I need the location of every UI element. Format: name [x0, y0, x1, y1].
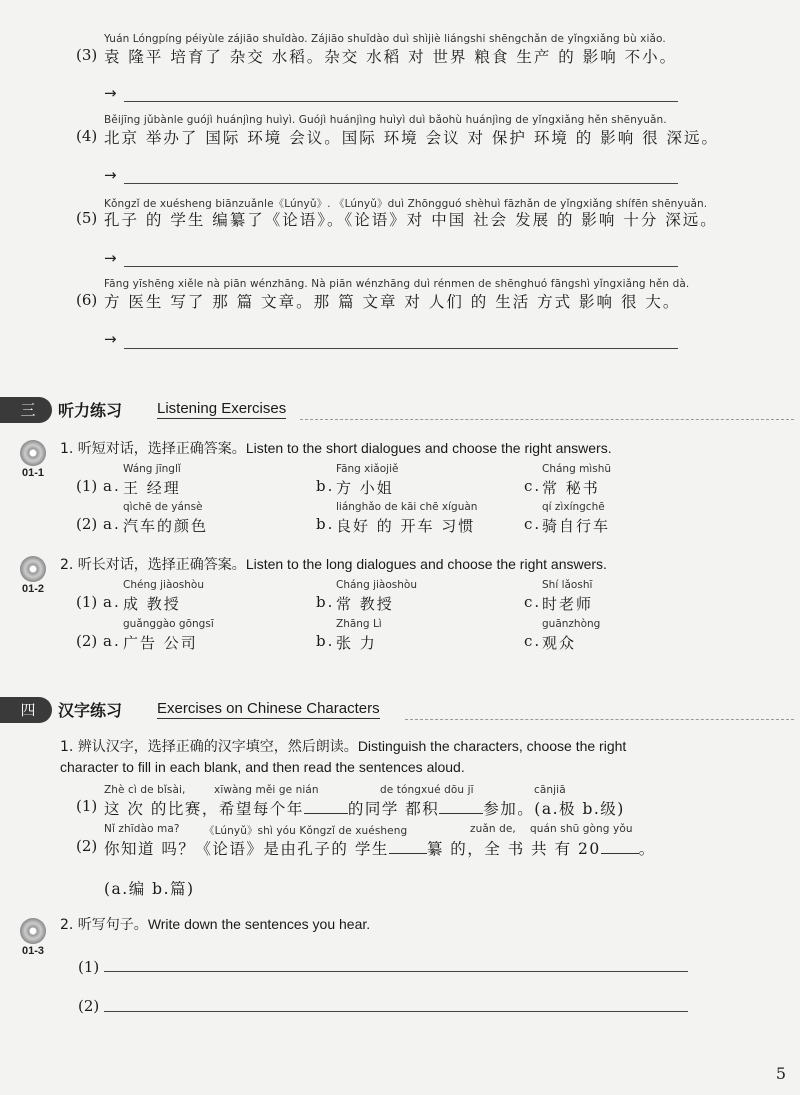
option-letter: b.	[316, 477, 335, 495]
option-pinyin: Cháng mìshū	[542, 463, 612, 475]
arrow-icon: →	[104, 330, 117, 348]
sentence-text	[104, 837, 656, 859]
question-instruction-en: Write down the sentences you hear.	[147, 916, 371, 932]
item-number: (2)	[76, 515, 98, 533]
dictation-number: (1)	[78, 958, 100, 976]
option-c[interactable]: 时老师	[542, 595, 594, 613]
option-pinyin: qí zìxíngchē	[542, 501, 605, 513]
arrow-icon: →	[104, 166, 117, 184]
pinyin-segment: quán shū gòng yǒu	[530, 823, 633, 835]
option-pinyin: qìchē de yánsè	[123, 501, 203, 513]
item-number: (1)	[76, 593, 98, 611]
blank-field[interactable]	[439, 799, 483, 814]
sentence-segment: 参加。(a.极 b.级)	[483, 800, 625, 818]
blank-field[interactable]	[601, 839, 639, 854]
section-number-tab: 四	[0, 697, 52, 723]
blank-field[interactable]	[389, 839, 427, 854]
item-number: (1)	[76, 797, 98, 815]
option-b[interactable]: 方 小姐	[336, 479, 394, 497]
sentence-segment: 。	[638, 840, 656, 858]
section-divider	[405, 719, 794, 720]
question-instruction-en: Distinguish the characters, choose the right	[357, 738, 627, 754]
question-instruction	[60, 438, 612, 458]
sentence-segment: 你知道 吗？《论语》是由孔子的 学生	[104, 840, 389, 858]
audio-cd-icon[interactable]	[20, 440, 46, 466]
item-number: (3)	[76, 46, 98, 64]
arrow-icon: →	[104, 249, 117, 267]
section-title-cn: 汉字练习	[58, 701, 123, 720]
option-c[interactable]: 观众	[542, 634, 577, 652]
option-letter: b.	[316, 632, 335, 650]
item-number: (4)	[76, 127, 98, 145]
chinese-sentence: 孔子 的 学生 编纂了《论语》。《论语》对 中国 社会 发展 的 影响 十分 深远。	[104, 211, 718, 229]
question-instruction-en: Listen to the long dialogues and choose the right answers.	[245, 556, 607, 572]
option-pinyin: Shí lǎoshī	[542, 579, 593, 591]
pinyin-line: Běijīng jǔbànle guójì huánjìng huìyì. Guójì huánjìng huìyì duì bǎohù huánjìng de yǐngxiǎng hěn shēnyuǎn.	[104, 114, 667, 126]
option-letter: a.	[103, 515, 121, 533]
section-title-en: Listening Exercises	[157, 400, 287, 417]
option-a[interactable]: 广告 公司	[123, 634, 198, 652]
option-c[interactable]: 骑自行车	[542, 517, 611, 535]
audio-cd-icon[interactable]	[20, 556, 46, 582]
pinyin-segment: Nǐ zhīdào ma?	[104, 823, 180, 835]
option-letter: c.	[524, 477, 542, 495]
pinyin-segment: 《Lúnyǔ》shì yóu Kǒngzǐ de xuésheng	[204, 825, 408, 837]
dictation-line[interactable]	[104, 1011, 688, 1012]
dictation-line[interactable]	[104, 971, 688, 972]
audio-track-label: 01-1	[22, 467, 45, 479]
section-divider	[300, 419, 794, 420]
question-instruction-en-cont: character to fill in each blank, and then read the sentences aloud.	[60, 759, 465, 775]
item-number: (2)	[76, 632, 98, 650]
item-number: (1)	[76, 477, 98, 495]
pinyin-line: Yuán Lóngpíng péiyùle zájiāo shuǐdào. Zájiāo shuǐdào duì shìjiè liángshi shēngchǎn de yǐngxiǎng bù xiǎo.	[104, 33, 666, 45]
section-header-listening	[0, 397, 800, 427]
sentence-segment: 纂 的，全 书 共 有 20	[426, 840, 601, 858]
section-title-en: Exercises on Chinese Characters	[157, 700, 380, 717]
option-pinyin: guǎnggào gōngsī	[123, 618, 214, 630]
sentence-segment: 的同学 都积	[347, 800, 440, 818]
option-letter: a.	[103, 477, 121, 495]
option-letter: a.	[103, 632, 121, 650]
answer-line[interactable]	[124, 348, 678, 349]
pinyin-segment: cānjiā	[534, 784, 566, 796]
arrow-icon: →	[104, 84, 117, 102]
answer-line[interactable]	[124, 183, 678, 184]
option-pinyin: Wáng jīnglǐ	[123, 463, 181, 475]
pinyin-line: Fāng yīshēng xiěle nà piān wénzhāng. Nà piān wénzhāng duì rénmen de shēnghuó fāngshì yǐngxiǎng hěn dà.	[104, 278, 690, 290]
pinyin-segment: Zhè cì de bǐsài,	[104, 784, 186, 796]
audio-cd-icon[interactable]	[20, 918, 46, 944]
option-pinyin: Fāng xiǎojiě	[336, 463, 399, 475]
pinyin-segment: zuǎn de,	[470, 823, 516, 835]
chinese-sentence: 方 医生 写了 那 篇 文章。那 篇 文章 对 人们 的 生活 方式 影响 很 大。	[104, 293, 681, 311]
option-pinyin: liánghǎo de kāi chē xíguàn	[336, 501, 478, 513]
section-header-characters	[0, 697, 800, 727]
question-instruction	[60, 914, 370, 934]
option-c[interactable]: 常 秘书	[542, 479, 600, 497]
section-title-cn: 听力练习	[58, 401, 123, 420]
item-number: (2)	[76, 837, 98, 855]
option-letter: c.	[524, 515, 542, 533]
option-letter: b.	[316, 593, 335, 611]
pinyin-line: Kǒngzǐ de xuésheng biānzuǎnle《Lúnyǔ》. 《Lúnyǔ》duì Zhōngguó shèhuì fāzhǎn de yǐngxiǎng shífēn shēnyuǎn.	[104, 198, 708, 210]
question-instruction-en: Listen to the short dialogues and choose the right answers.	[245, 440, 612, 456]
question-title-cn: 1. 辨认汉字，选择正确的汉字填空，然后朗读。	[60, 739, 358, 755]
answer-line[interactable]	[124, 266, 678, 267]
option-b[interactable]: 良好 的 开车 习惯	[336, 517, 476, 535]
item-number: (5)	[76, 209, 98, 227]
option-letter: c.	[524, 632, 542, 650]
pinyin-segment: de tóngxué dōu jī	[380, 784, 474, 796]
option-letter: b.	[316, 515, 335, 533]
question-title-cn: 1. 听短对话，选择正确答案。	[60, 441, 246, 457]
item-number: (6)	[76, 291, 98, 309]
option-b[interactable]: 常 教授	[336, 595, 394, 613]
audio-track-label: 01-3	[22, 945, 45, 957]
chinese-sentence: 北京 举办了 国际 环境 会议。国际 环境 会议 对 保护 环境 的 影响 很 深远。	[104, 129, 720, 147]
option-letter: a.	[103, 593, 121, 611]
dictation-number: (2)	[78, 997, 100, 1015]
sentence-segment: 这 次 的比赛，希望每个年	[104, 800, 304, 818]
option-a[interactable]: 王 经理	[123, 479, 181, 497]
section-number-tab: 三	[0, 397, 52, 423]
audio-track-label: 01-2	[22, 583, 45, 595]
option-pinyin: Zhāng Lì	[336, 618, 382, 630]
blank-field[interactable]	[304, 799, 348, 814]
option-pinyin: guānzhòng	[542, 618, 601, 630]
page-number: 5	[775, 1064, 786, 1083]
option-a[interactable]: 成 教授	[123, 595, 181, 613]
chinese-sentence: 袁 隆平 培育了 杂交 水稻。杂交 水稻 对 世界 粮食 生产 的 影响 不小。	[104, 48, 678, 66]
pinyin-segment: xīwàng měi ge nián	[214, 784, 319, 796]
question-instruction	[60, 736, 626, 756]
answer-choices: (a.编 b.篇)	[104, 880, 195, 898]
option-b[interactable]: 张 力	[336, 634, 377, 652]
sentence-text	[104, 797, 625, 819]
question-title-cn: 2. 听写句子。	[60, 917, 148, 933]
option-pinyin: Chéng jiàoshòu	[123, 579, 205, 591]
option-letter: c.	[524, 593, 542, 611]
option-pinyin: Cháng jiàoshòu	[336, 579, 417, 591]
option-a[interactable]: 汽车的颜色	[123, 517, 209, 535]
question-title-cn: 2. 听长对话，选择正确答案。	[60, 557, 246, 573]
answer-line[interactable]	[124, 101, 678, 102]
question-instruction	[60, 554, 607, 574]
